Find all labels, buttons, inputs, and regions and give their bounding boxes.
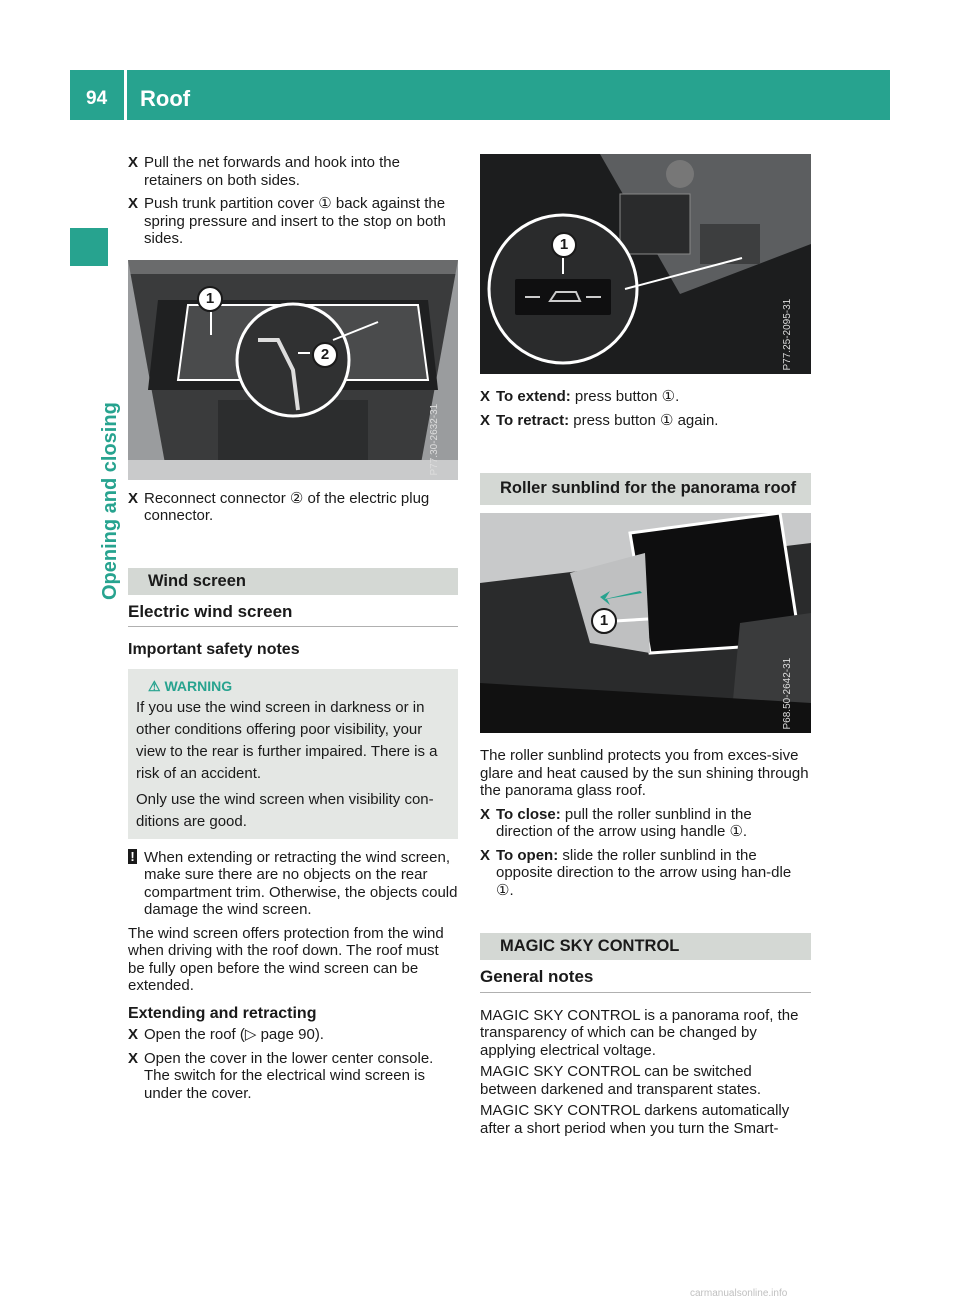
photo-code: P77.30-2632-31: [429, 403, 441, 476]
step-open-cover: X Open the cover in the lower center console. The switch for the electrical wind screen is under the cover.: [128, 1049, 434, 1102]
step-to-open: X To open: slide the roller sunblind in the opposite direction to the arrow using han-dle ①.: [480, 846, 792, 899]
note-damage: ! When extending or retracting the wind screen, make sure there are no objects on the rear compartment trim. Otherwise, the objects could damage the wind screen.: [128, 849, 458, 919]
step-to-extend: X To extend: press button ①.: [480, 388, 680, 405]
callout-1: 1: [591, 608, 617, 634]
warning-text-2: Only use the wind screen when visibility con-ditions are good.: [136, 790, 434, 830]
magic-text-1: MAGIC SKY CONTROL is a panorama roof, the transparency of which can be changed by applying electrical voltage.: [480, 1006, 799, 1059]
right-column: [480, 154, 811, 1137]
roof-image: [480, 513, 811, 733]
exclamation-icon: !: [128, 849, 137, 864]
magic-text-2: MAGIC SKY CONTROL can be switched between darkened and transparent states.: [480, 1063, 762, 1098]
callout-1: 1: [551, 232, 577, 258]
section-band-wind-screen: Wind screen: [128, 568, 458, 595]
heading-electric-wind-screen: Electric wind screen: [128, 595, 458, 628]
callout-2: 2: [312, 342, 338, 368]
step-open-roof: X Open the roof (▷ page 90).: [128, 1026, 324, 1043]
section-band-sunblind: Roller sunblind for the panorama roof: [480, 473, 811, 505]
chapter-label: Opening and closing: [99, 402, 121, 600]
body-sunblind: The roller sunblind protects you from exces-sive glare and heat caused by the sun shining through the panorama glass roof.: [480, 747, 809, 799]
header-bar: [70, 70, 890, 120]
body-wind-screen: The wind screen offers protection from the wind when driving with the roof down. The roof must be fully open before the wind screen can be extended.: [128, 924, 444, 994]
heading-general-notes: General notes: [480, 960, 811, 993]
section-band-magic-sky: MAGIC SKY CONTROL: [480, 933, 811, 960]
roof-photo: [480, 513, 811, 733]
callout-1: 1: [197, 286, 223, 312]
console-image: [480, 154, 811, 374]
trunk-photo: [128, 260, 458, 480]
warning-box: [128, 669, 458, 839]
watermark: carmanualsonline.info: [690, 1288, 788, 1299]
header-separator: [124, 70, 127, 120]
step-to-close: X To close: pull the roller sunblind in the direction of the arrow using handle ①.: [480, 805, 752, 840]
heading-extend-retract: Extending and retracting: [128, 1004, 317, 1022]
warning-text-1: If you use the wind screen in darkness or in other conditions offering poor visibility, your view to the rear is further impaired. There is a risk of an accident.: [136, 698, 438, 782]
page-number: 94: [86, 88, 108, 109]
left-column: [128, 154, 458, 1108]
trunk-image: [128, 260, 458, 480]
magic-text-3: MAGIC SKY CONTROL darkens automatically after a short period when you turn the Smart-: [480, 1102, 790, 1137]
photo-code: P68.50-2642-31: [782, 657, 794, 729]
console-photo: [480, 154, 811, 374]
photo-code: P77.25-2095-31: [782, 298, 794, 370]
step-push-cover: X Push trunk partition cover ① back against the spring pressure and insert to the stop on both sides.: [128, 195, 446, 247]
step-pull-net: X Pull the net forwards and hook into the retainers on both sides.: [128, 154, 400, 189]
step-to-retract: X To retract: press button ① again.: [480, 411, 719, 429]
warning-title: WARNING: [164, 677, 233, 694]
warning-triangle-icon: ⚠: [148, 677, 161, 694]
side-tab: [70, 228, 108, 266]
heading-safety-notes: Important safety notes: [128, 641, 300, 658]
page-title: Roof: [140, 86, 191, 111]
step-reconnect: X Reconnect connector ② of the electric plug connector.: [128, 489, 430, 524]
